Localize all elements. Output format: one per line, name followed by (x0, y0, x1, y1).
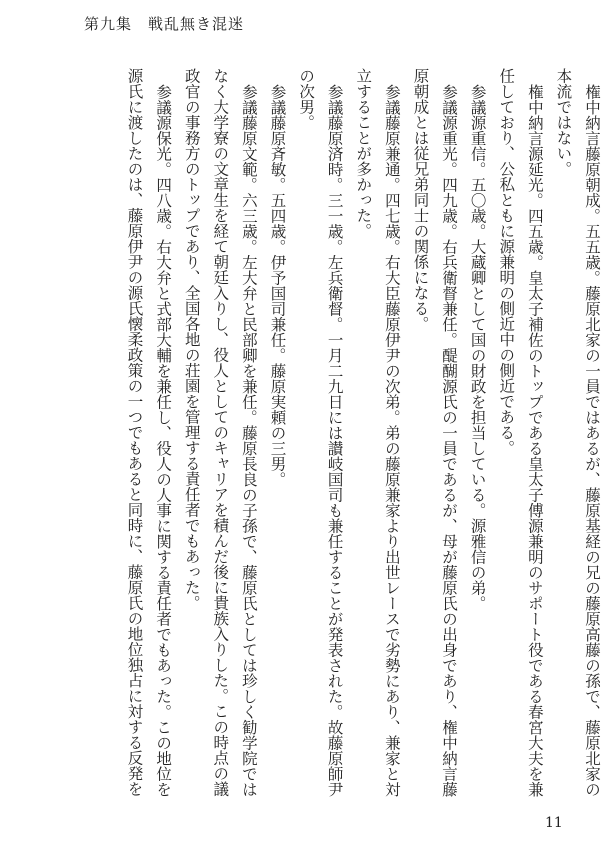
paragraph: 参議藤原済時。三一歳。左兵衛督。一月二九日には讃岐国司も兼任することが発表された。故藤原師尹の次男。 (297, 68, 344, 797)
paragraph: 権中納言藤原朝成。五五歳。藤原北家の一員ではあるが、藤原基経の兄の藤原高藤の孫で、藤原北家の本流ではない。 (554, 68, 601, 797)
paragraph: 参議藤原兼通。四七歳。右大臣藤原伊尹の次弟。弟の藤原兼家より出世レースで劣勢にあり、兼家と対立することが多かった。 (354, 68, 401, 797)
running-header: 第九集 戦乱無き混迷 (84, 15, 245, 33)
page-number: 11 (545, 815, 563, 831)
paragraph: 参議源重光。四九歳。右兵衛督兼任。醍醐源氏の一員であるが、母が藤原氏の出身であり、権中納言藤原朝成とは従兄弟同士の関係になる。 (411, 68, 459, 797)
paragraph: 参議藤原斉敏。五四歳。伊予国司兼任。藤原実頼の三男。 (268, 83, 287, 487)
paragraph: 権中納言源延光。四五歳。皇太子補佐のトップである皇太子傅源兼明のサポート役である春宮大夫を兼任しており、公私ともに源兼明の側近中の側近である。 (497, 68, 544, 797)
body-text (86, 68, 606, 797)
paragraph: 参議源保光。四八歳。右大弁と式部大輔を兼任し、役人の人事に関する責任者でもあった。この地位を源氏に渡したのは、藤原伊尹の源氏懐柔政策の一つでもあると同時に、藤原氏の地位独占に対する反発を (125, 68, 173, 797)
paragraph: 参議源重信。五〇歳。大蔵卿として国の財政を担当している。源雅信の弟。 (468, 83, 487, 611)
paragraph: 参議藤原文範。六三歳。左大弁と民部卿を兼任。藤原長良の子孫で、藤原氏としては珍しく勧学院ではなく大学寮の文章生を経て朝廷入りし、役人としてのキャリアを積んだ後に貴族入りした。この時点の議政官の事務方のトップであり、全国各地の荘園を管理する責任者でもあった。 (182, 68, 258, 797)
